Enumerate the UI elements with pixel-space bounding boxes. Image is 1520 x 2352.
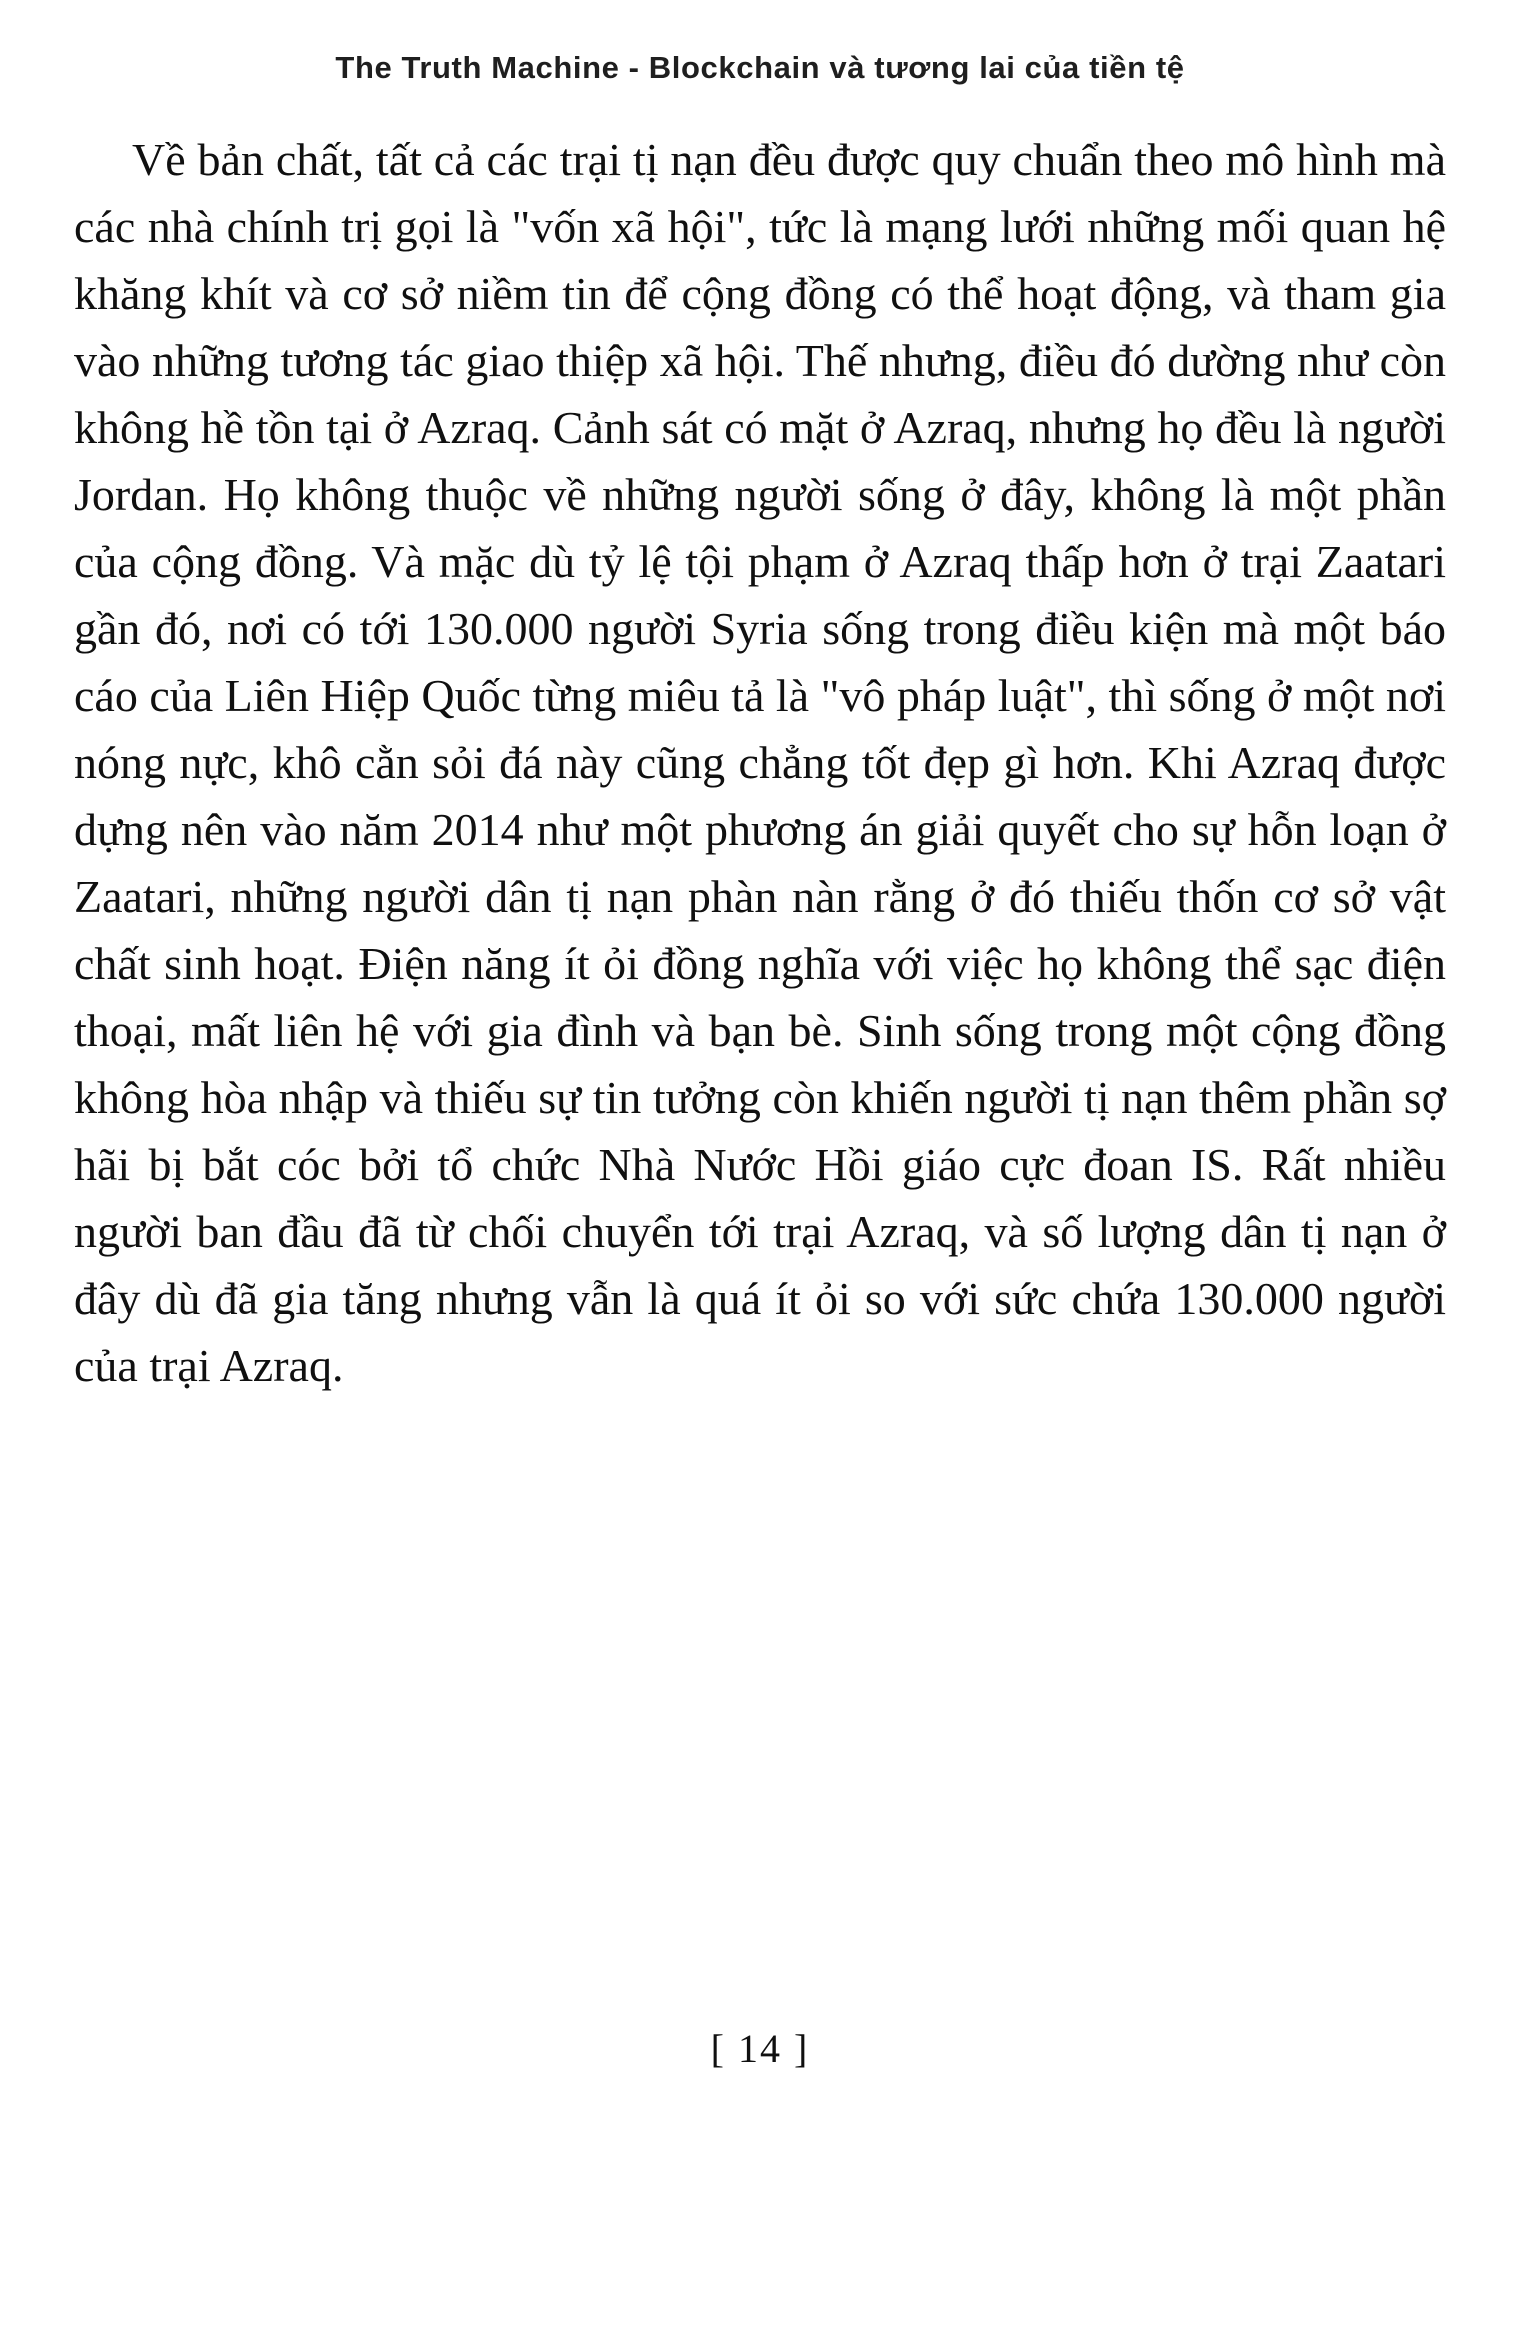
page-body [74, 126, 1446, 1399]
body-paragraph: Về bản chất, tất cả các trại tị nạn đều được quy chuẩn theo mô hình mà các nhà chính trị gọi là "vốn xã hội", tức là mạng lưới những mối quan hệ khăng khít và cơ sở niềm tin để cộng đồng có thể hoạt động, và tham gia vào những tương tác giao thiệp xã hội. Thế nhưng, điều đó dường như còn không hề tồn tại ở Azraq. Cảnh sát có mặt ở Azraq, nhưng họ đều là người Jordan. Họ không thuộc về những người sống ở đây, không là một phần của cộng đồng. Và mặc dù tỷ lệ tội phạm ở Azraq thấp hơn ở trại Zaatari gần đó, nơi có tới 130.000 người Syria sống trong điều kiện mà một báo cáo của Liên Hiệp Quốc từng miêu tả là "vô pháp luật", thì sống ở một nơi nóng nực, khô cằn sỏi đá này cũng chẳng tốt đẹp gì hơn. Khi Azraq được dựng nên vào năm 2014 như một phương án giải quyết cho sự hỗn loạn ở Zaatari, những người dân tị nạn phàn nàn rằng ở đó thiếu thốn cơ sở vật chất sinh hoạt. Điện năng ít ỏi đồng nghĩa với việc họ không thể sạc điện thoại, mất liên hệ với gia đình và bạn bè. Sinh sống trong một cộng đồng không hòa nhập và thiếu sự tin tưởng còn khiến người tị nạn thêm phần sợ hãi bị bắt cóc bởi tổ chức Nhà Nước Hồi giáo cực đoan IS. Rất nhiều người ban đầu đã từ chối chuyển tới trại Azraq, và số lượng dân tị nạn ở đây dù đã gia tăng nhưng vẫn là quá ít ỏi so với sức chứa 130.000 người của trại Azraq. [74, 134, 1447, 1391]
running-header: The Truth Machine - Blockchain và tương lai của tiền tệ [335, 50, 1185, 85]
page-number: [ 14 ] [710, 2026, 810, 2071]
